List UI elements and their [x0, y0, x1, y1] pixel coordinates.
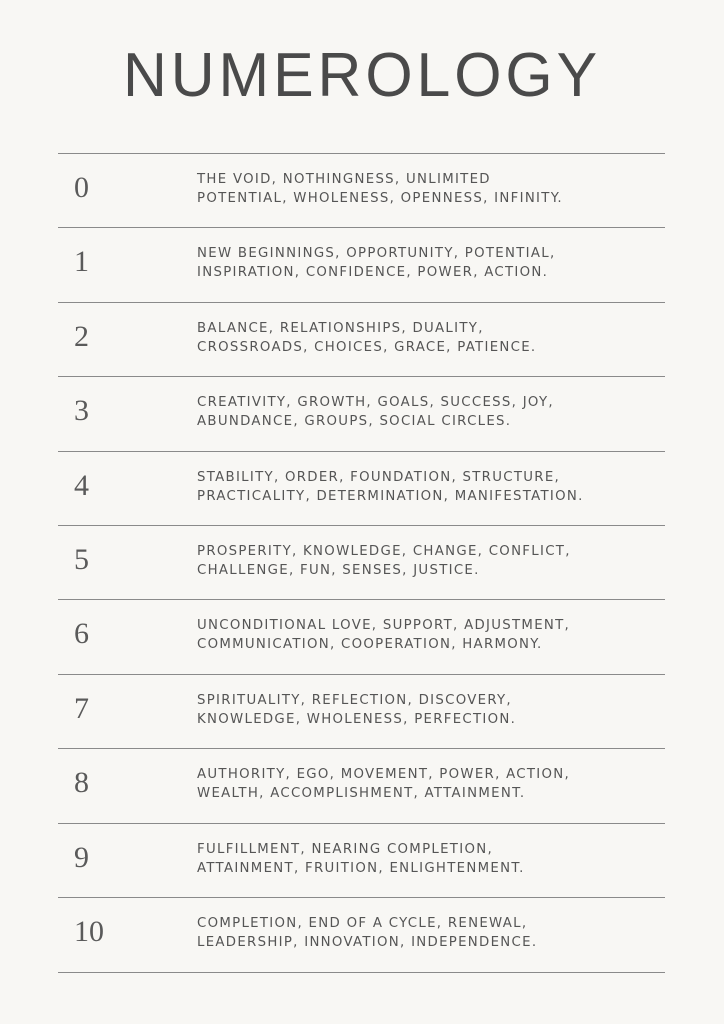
row-number: 7: [74, 691, 89, 725]
row-number: 0: [74, 171, 89, 204]
row-meaning: BALANCE, RELATIONSHIPS, DUALITY, CROSSROADS, CHOICES, GRACE, PATIENCE.: [197, 320, 537, 355]
table-row: [58, 823, 665, 897]
row-meaning: COMPLETION, END OF A CYCLE, RENEWAL, LEADERSHIP, INNOVATION, INDEPENDENCE.: [197, 915, 538, 950]
table-row: [58, 897, 665, 973]
page-title: NUMEROLOGY: [122, 41, 602, 110]
row-number: 6: [74, 617, 89, 651]
row-meaning: THE VOID, NOTHINGNESS, UNLIMITED POTENTIAL, WHOLENESS, OPENNESS, INFINITY.: [197, 172, 563, 206]
table-row: [58, 674, 665, 748]
row-number: 9: [74, 840, 89, 874]
row-number: 10: [74, 914, 104, 948]
row-number: 8: [74, 766, 89, 800]
row-meaning: CREATIVITY, GROWTH, GOALS, SUCCESS, JOY, ABUNDANCE, GROUPS, SOCIAL CIRCLES.: [197, 395, 554, 430]
table-row: [58, 302, 665, 376]
row-meaning: PROSPERITY, KNOWLEDGE, CHANGE, CONFLICT, CHALLENGE, FUN, SENSES, JUSTICE.: [197, 543, 571, 578]
row-meaning: STABILITY, ORDER, FOUNDATION, STRUCTURE, PRACTICALITY, DETERMINATION, MANIFESTATION.: [197, 469, 584, 504]
row-number: 2: [74, 319, 89, 353]
table-row: [58, 525, 665, 599]
table-row: [58, 748, 665, 822]
row-meaning: AUTHORITY, EGO, MOVEMENT, POWER, ACTION, WEALTH, ACCOMPLISHMENT, ATTAINMENT.: [197, 767, 571, 802]
row-number: 5: [74, 542, 89, 576]
table-row: [58, 227, 665, 301]
table-row: [58, 599, 665, 673]
table-row: [58, 376, 665, 450]
row-meaning: FULFILLMENT, NEARING COMPLETION, ATTAINMENT, FRUITION, ENLIGHTENMENT.: [197, 841, 525, 876]
row-number: 1: [74, 245, 89, 279]
row-meaning: NEW BEGINNINGS, OPPORTUNITY, POTENTIAL, INSPIRATION, CONFIDENCE, POWER, ACTION.: [197, 246, 556, 281]
row-number: 3: [74, 394, 89, 428]
row-meaning: SPIRITUALITY, REFLECTION, DISCOVERY, KNOWLEDGE, WHOLENESS, PERFECTION.: [197, 692, 517, 727]
row-number: 4: [74, 468, 89, 502]
row-meaning: UNCONDITIONAL LOVE, SUPPORT, ADJUSTMENT, COMMUNICATION, COOPERATION, HARMONY.: [197, 618, 571, 653]
numerology-table: [58, 153, 665, 973]
table-row: [58, 451, 665, 525]
table-row: [58, 153, 665, 227]
